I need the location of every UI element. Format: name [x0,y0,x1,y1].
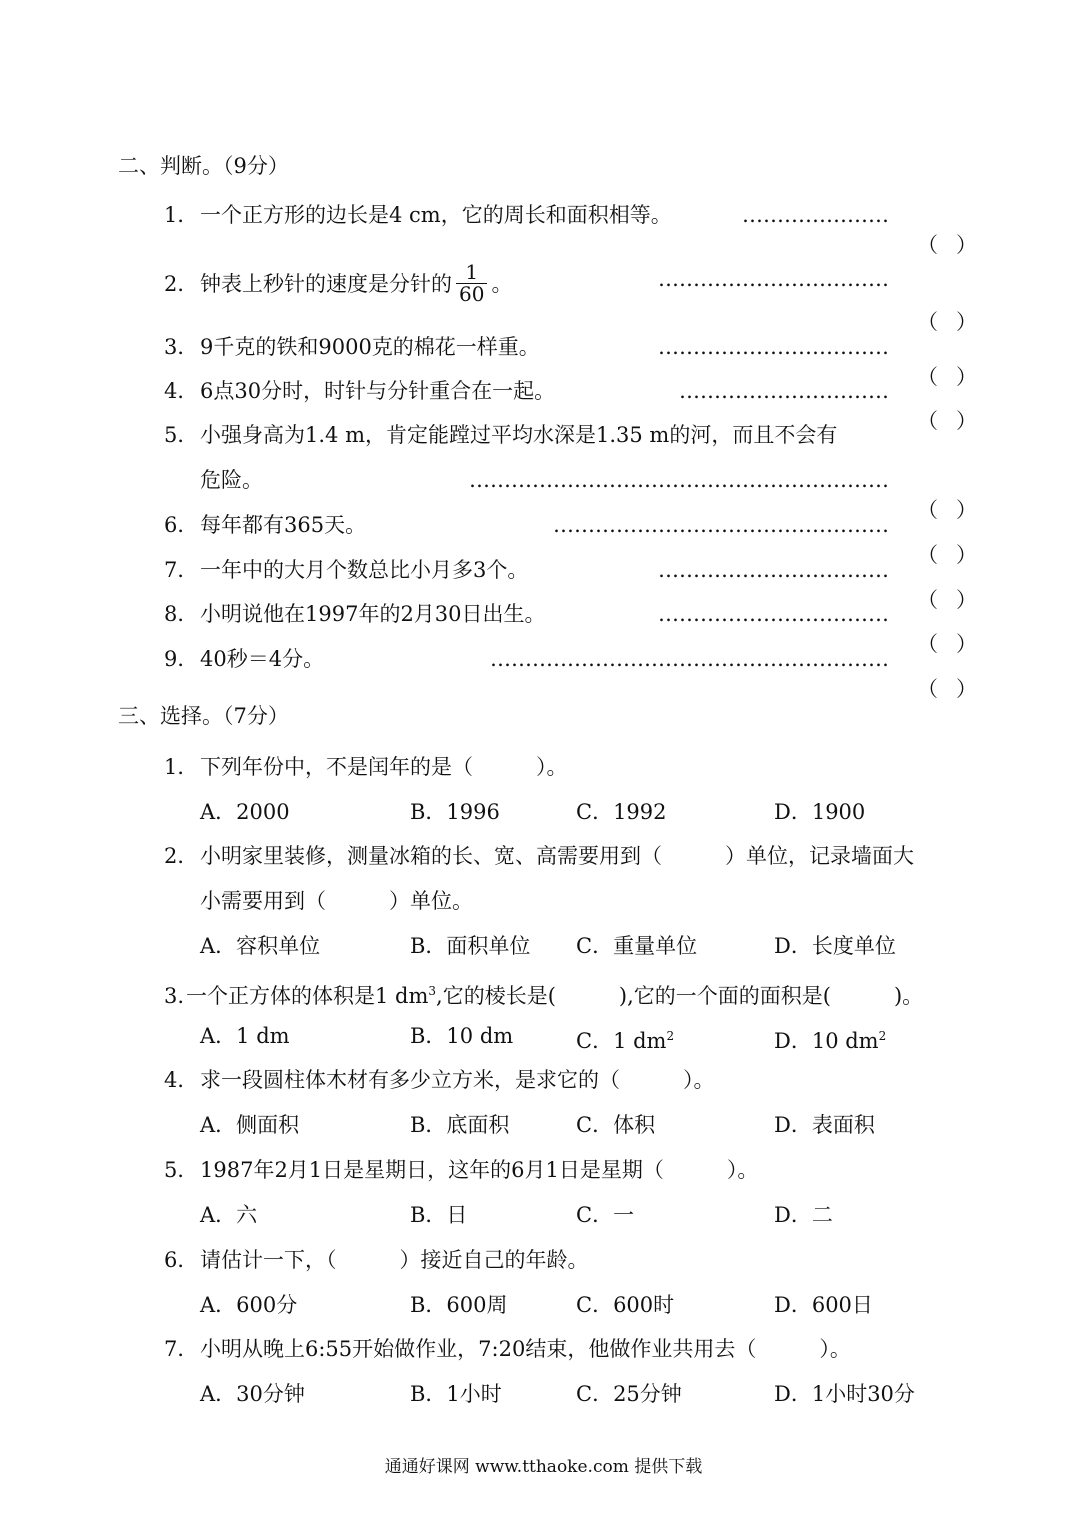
item-number: 3． [164,335,199,359]
option-a[interactable]: A．侧面积 [200,1113,300,1137]
option-a[interactable]: A．30分钟 [200,1382,305,1406]
item-text: 小明说他在1997年的2月30日出生。 [200,602,546,626]
answer-blank[interactable]: （ ） [917,365,977,389]
option-d[interactable]: D．600日 [774,1293,873,1317]
choice-q6-options [200,1290,960,1320]
leader-dots: ………………… [742,203,889,227]
leader-dots: …………………………… [658,602,889,626]
item-number: 4． [164,379,199,403]
item-number: 3. [164,984,185,1008]
item-text: ,它的棱长是( ),它的一个面的面积是( )。 [436,984,924,1008]
page-footer: 通通好课网 www.tthaoke.com 提供下载 [384,1457,703,1477]
item-text: 小明从晚上6:55开始做作业，7:20结束，他做作业共用去（ ）。 [200,1337,851,1361]
answer-blank[interactable]: （ ） [917,632,977,656]
fraction-numerator: 1 [465,260,479,284]
choice-q1-options [200,797,960,827]
answer-blank[interactable]: （ ） [917,310,977,334]
item-text: 9千克的铁和9000克的棉花一样重。 [200,335,540,359]
option-b[interactable]: B．面积单位 [410,934,531,958]
item-text: 一年中的大月个数总比小月多3个。 [200,558,529,582]
answer-blank[interactable]: （ ） [917,409,977,433]
fraction-denominator: 60 [456,283,487,305]
judge-item-9 [164,644,977,701]
answer-blank[interactable]: （ ） [917,543,977,567]
item-text: 下列年份中，不是闰年的是（ ）。 [200,755,568,779]
section2-title: 二、判断。（9分） [118,154,289,178]
choice-q2 [164,841,997,871]
judge-item-2 [164,260,977,334]
item-number: 7． [164,1337,199,1361]
option-c[interactable]: C．体积 [576,1113,656,1137]
item-text: 小强身高为1.4 m，肯定能蹚过平均水深是1.35 m的河，而且不会有 [200,423,838,447]
choice-q5-options [200,1200,960,1230]
choice-q2-options [200,931,960,961]
item-text: 40秒＝4分。 [200,647,325,671]
superscript: 3 [428,984,437,998]
section3-title: 三、选择。（7分） [118,704,289,728]
leader-dots: …………………………… [658,558,889,582]
choice-q6 [164,1245,977,1275]
option-c[interactable]: C．1 $dm^2$ [576,1029,675,1053]
item-text: 小明家里装修，测量冰箱的长、宽、高需要用到（ ）单位，记录墙面大 [200,844,914,868]
item-text: 请估计一下，（ ）接近自己的年龄。 [200,1248,589,1272]
judge-item-4 [164,376,977,433]
option-c[interactable]: C．600时 [576,1293,675,1317]
item-text-end: 。 [491,272,513,296]
judge-item-1 [164,200,977,257]
judge-item-3 [164,332,977,389]
option-a[interactable]: A．六 [200,1203,258,1227]
item-text: 一个正方形的边长是4 cm，它的周长和面积相等。 [200,203,672,227]
judge-item-6 [164,510,977,567]
item-text: 6点30分时，时针与分针重合在一起。 [200,379,556,403]
judge-item-5-cont [164,465,977,522]
item-text: 危险。 [200,468,263,492]
item-number: 2． [164,844,199,868]
option-a[interactable]: A．1 dm [200,1024,290,1048]
option-b[interactable]: B．10 dm [410,1024,514,1048]
item-number: 5． [164,423,199,447]
item-number: 5． [164,1158,199,1182]
choice-q5 [164,1155,977,1185]
answer-blank[interactable]: （ ） [917,677,977,701]
item-number: 9． [164,647,199,671]
leader-dots: ………………………………………………… [490,647,889,671]
item-text: 钟表上秒针的速度是分针的 [200,272,452,296]
choice-q7-options [200,1379,960,1409]
option-c[interactable]: C．重量单位 [576,934,698,958]
item-text: 一个正方体的体积是1 dm [186,984,429,1008]
item-text: 求一段圆柱体木材有多少立方米，是求它的（ ）。 [200,1068,715,1092]
leader-dots: …………………………… [658,335,889,359]
item-number: 7． [164,558,199,582]
option-b[interactable]: B．日 [410,1203,468,1227]
option-c[interactable]: C．1992 [576,800,667,824]
item-number: 1． [164,203,199,227]
answer-blank[interactable]: （ ） [917,498,977,522]
item-text-cont: 小需要用到（ ）单位。 [200,889,473,913]
item-number: 8． [164,602,199,626]
option-d[interactable]: D．1小时30分 [774,1382,915,1406]
fraction [456,262,487,305]
judge-item-8 [164,599,977,656]
judge-item-7 [164,555,977,612]
item-number: 6． [164,1248,199,1272]
option-d[interactable]: D．表面积 [774,1113,875,1137]
option-d[interactable]: D．二 [774,1203,833,1227]
choice-q3 [164,976,997,1006]
option-c[interactable]: C．25分钟 [576,1382,682,1406]
option-b[interactable]: B．1996 [410,800,500,824]
option-d[interactable]: D．长度单位 [774,934,896,958]
option-d[interactable]: D．10 $dm^2$ [774,1029,887,1053]
leader-dots: …………………………………………………… [469,468,889,492]
leader-dots: ………………………………………… [553,513,889,537]
option-a[interactable]: A．600分 [200,1293,298,1317]
option-a[interactable]: A．2000 [200,800,290,824]
choice-q4-options [200,1110,960,1140]
option-b[interactable]: B．600周 [410,1293,508,1317]
item-text: 1987年2月1日是星期日，这年的6月1日是星期（ ）。 [200,1158,759,1182]
judge-item-5 [164,420,977,450]
option-a[interactable]: A．容积单位 [200,934,321,958]
item-number: 6． [164,513,199,537]
leader-dots: ………………………… [679,379,889,403]
choice-q7 [164,1334,977,1364]
choice-q4 [164,1065,977,1095]
item-number: 4． [164,1068,199,1092]
choice-q1 [164,752,977,782]
item-number: 1． [164,755,199,779]
answer-blank[interactable]: （ ） [917,233,977,257]
option-d[interactable]: D．1900 [774,800,866,824]
item-number: 2． [164,272,199,296]
option-b[interactable]: B．底面积 [410,1113,510,1137]
leader-dots: …………………………… [658,267,889,291]
answer-blank[interactable]: （ ） [917,588,977,612]
choice-q3-options [200,1021,960,1051]
option-b[interactable]: B．1小时 [410,1382,502,1406]
item-text: 每年都有365天。 [200,513,367,537]
option-c[interactable]: C．一 [576,1203,635,1227]
